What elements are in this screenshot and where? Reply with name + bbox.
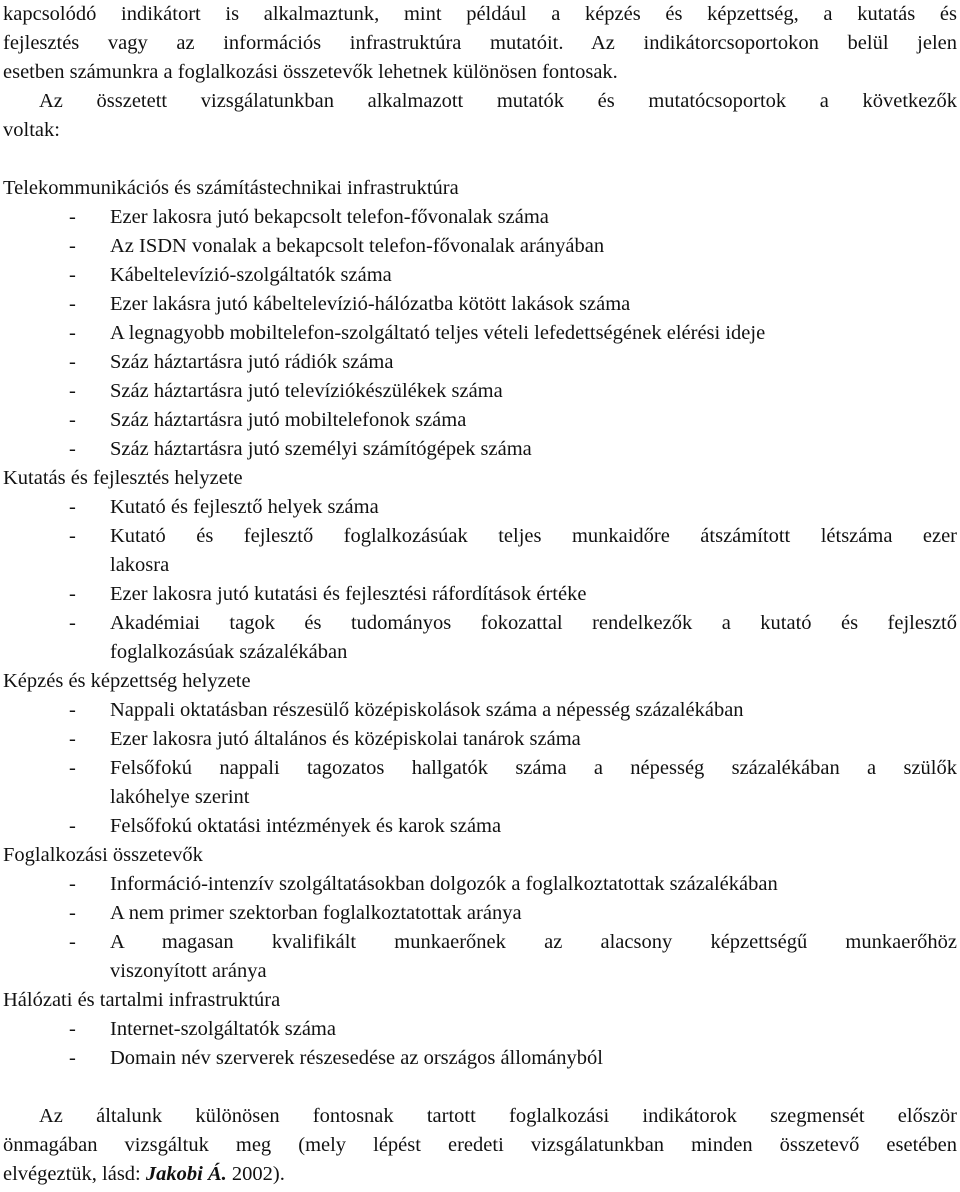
- bullet-dash: -: [69, 815, 76, 837]
- spacer: [3, 145, 957, 174]
- list-item: [3, 290, 957, 319]
- list-item: [3, 725, 957, 754]
- list-item: [3, 1015, 957, 1044]
- bullet-dash: -: [69, 612, 76, 634]
- text-line: fejlesztés vagy az információs infrastruktúra mutatóit. Az indikátorcsoportokon belül jelen: [3, 32, 957, 54]
- bullet-dash: -: [69, 931, 76, 953]
- list-item: [3, 609, 957, 667]
- list-item: [3, 522, 957, 580]
- list-item-text: Felsőfokú oktatási intézmények és karok száma: [110, 815, 502, 837]
- list-item: [3, 580, 957, 609]
- list-item: [3, 928, 957, 986]
- list-item-text: Száz háztartásra jutó mobiltelefonok száma: [110, 409, 467, 431]
- list-item-text-line: A magasan kvalifikált munkaerőnek az alacsony képzettségű munkaerőhöz: [110, 931, 957, 953]
- group-heading: Telekommunikációs és számítástechnikai infrastruktúra: [3, 177, 459, 199]
- list-item-text: Domain név szerverek részesedése az országos állományból: [110, 1047, 603, 1069]
- list-item-text: Kutató és fejlesztő helyek száma: [110, 496, 379, 518]
- closing-paragraph: [3, 1102, 957, 1189]
- list-item-text: Száz háztartásra jutó televíziókészülékek száma: [110, 380, 503, 402]
- list-item-text-line: Akadémiai tagok és tudományos fokozattal rendelkezők a kutató és fejlesztő: [110, 612, 957, 634]
- list-item-text: Ezer lakosra jutó kutatási és fejlesztési ráfordítások értéke: [110, 583, 587, 605]
- list-item-text: Száz háztartásra jutó rádiók száma: [110, 351, 394, 373]
- bullet-dash: -: [69, 380, 76, 402]
- bullet-dash: -: [69, 206, 76, 228]
- bullet-dash: -: [69, 699, 76, 721]
- bullet-dash: -: [69, 351, 76, 373]
- list-item-text-line: lakóhelye szerint: [110, 786, 250, 808]
- list-item-text: Kábeltelevízió-szolgáltatók száma: [110, 264, 392, 286]
- list-item: [3, 232, 957, 261]
- list-item: [3, 493, 957, 522]
- text-line: Az összetett vizsgálatunkban alkalmazott mutatók és mutatócsoportok a következők: [39, 90, 957, 112]
- text-line: Az általunk különösen fontosnak tartott foglalkozási indikátorok szegmensét először: [39, 1105, 957, 1127]
- list-item: [3, 696, 957, 725]
- list-item: [3, 812, 957, 841]
- closing-text: elvégeztük, lásd:: [3, 1163, 146, 1185]
- list-item-text: Ezer lakosra jutó bekapcsolt telefon-fővonalak száma: [110, 206, 549, 228]
- list-item-text-line: foglalkozásúak százalékában: [110, 641, 348, 663]
- list-item: [3, 319, 957, 348]
- list-item: [3, 348, 957, 377]
- bullet-dash: -: [69, 322, 76, 344]
- list-item: [3, 406, 957, 435]
- bullet-dash: -: [69, 873, 76, 895]
- closing-text: 2002).: [226, 1163, 285, 1185]
- group-heading: Foglalkozási összetevők: [3, 844, 203, 866]
- list-item-text: [110, 609, 957, 667]
- bullet-dash: -: [69, 902, 76, 924]
- list-item: [3, 1044, 957, 1073]
- list-item: [3, 377, 957, 406]
- spacer: [3, 1073, 957, 1102]
- intro-paragraph: [3, 0, 957, 145]
- group-heading: Hálózati és tartalmi infrastruktúra: [3, 989, 281, 1011]
- list-item-text: Az ISDN vonalak a bekapcsolt telefon-fővonalak arányában: [110, 235, 605, 257]
- list-item-text: Információ-intenzív szolgáltatásokban dolgozók a foglalkoztatottak százalékában: [110, 873, 778, 895]
- list-item-text: A nem primer szektorban foglalkoztatottak aránya: [110, 902, 522, 924]
- bullet-dash: -: [69, 409, 76, 431]
- list-item: [3, 870, 957, 899]
- list-item-text-line: Kutató és fejlesztő foglalkozásúak teljes munkaidőre átszámított létszáma ezer: [110, 525, 957, 547]
- bullet-dash: -: [69, 525, 76, 547]
- list-item: [3, 203, 957, 232]
- list-item: [3, 435, 957, 464]
- list-item-text: Ezer lakosra jutó általános és középiskolai tanárok száma: [110, 728, 581, 750]
- list-item-text: Ezer lakásra jutó kábeltelevízió-hálózatba kötött lakások száma: [110, 293, 631, 315]
- text-line: önmagában vizsgáltuk meg (mely lépést eredeti vizsgálatunkban minden összetevő esetében: [3, 1134, 957, 1156]
- bullet-dash: -: [69, 293, 76, 315]
- bullet-dash: -: [69, 728, 76, 750]
- list-item: [3, 899, 957, 928]
- text-line: esetben számunkra a foglalkozási összetevők lehetnek különösen fontosak.: [3, 61, 618, 83]
- bullet-dash: -: [69, 235, 76, 257]
- citation-author: Jakobi Á.: [145, 1163, 227, 1185]
- bullet-dash: -: [69, 757, 76, 779]
- bullet-dash: -: [69, 1047, 76, 1069]
- text-line: voltak:: [3, 119, 60, 141]
- list-item-text: Internet-szolgáltatók száma: [110, 1018, 336, 1040]
- group-heading: Kutatás és fejlesztés helyzete: [3, 467, 243, 489]
- list-item: [3, 261, 957, 290]
- bullet-dash: -: [69, 438, 76, 460]
- list-item-text: [110, 928, 957, 986]
- list-item-text-line: Felsőfokú nappali tagozatos hallgatók száma a népesség százalékában a szülők: [110, 757, 957, 779]
- text-line: kapcsolódó indikátort is alkalmaztunk, mint például a képzés és képzettség, a kutatás és: [3, 3, 957, 25]
- list-item-text: Nappali oktatásban részesülő középiskolások száma a népesség százalékában: [110, 699, 744, 721]
- group-heading: Képzés és képzettség helyzete: [3, 670, 251, 692]
- list-item-text-line: lakosra: [110, 554, 170, 576]
- list-item-text: Száz háztartásra jutó személyi számítógépek száma: [110, 438, 532, 460]
- list-item-text: A legnagyobb mobiltelefon-szolgáltató teljes vételi lefedettségének elérési ideje: [110, 322, 766, 344]
- list-item-text: [110, 754, 957, 812]
- indicator-list: [3, 174, 957, 1073]
- list-item-text-line: viszonyított aránya: [110, 960, 267, 982]
- bullet-dash: -: [69, 583, 76, 605]
- bullet-dash: -: [69, 1018, 76, 1040]
- text-line: [3, 1160, 957, 1189]
- bullet-dash: -: [69, 264, 76, 286]
- bullet-dash: -: [69, 496, 76, 518]
- list-item: [3, 754, 957, 812]
- list-item-text: [110, 522, 957, 580]
